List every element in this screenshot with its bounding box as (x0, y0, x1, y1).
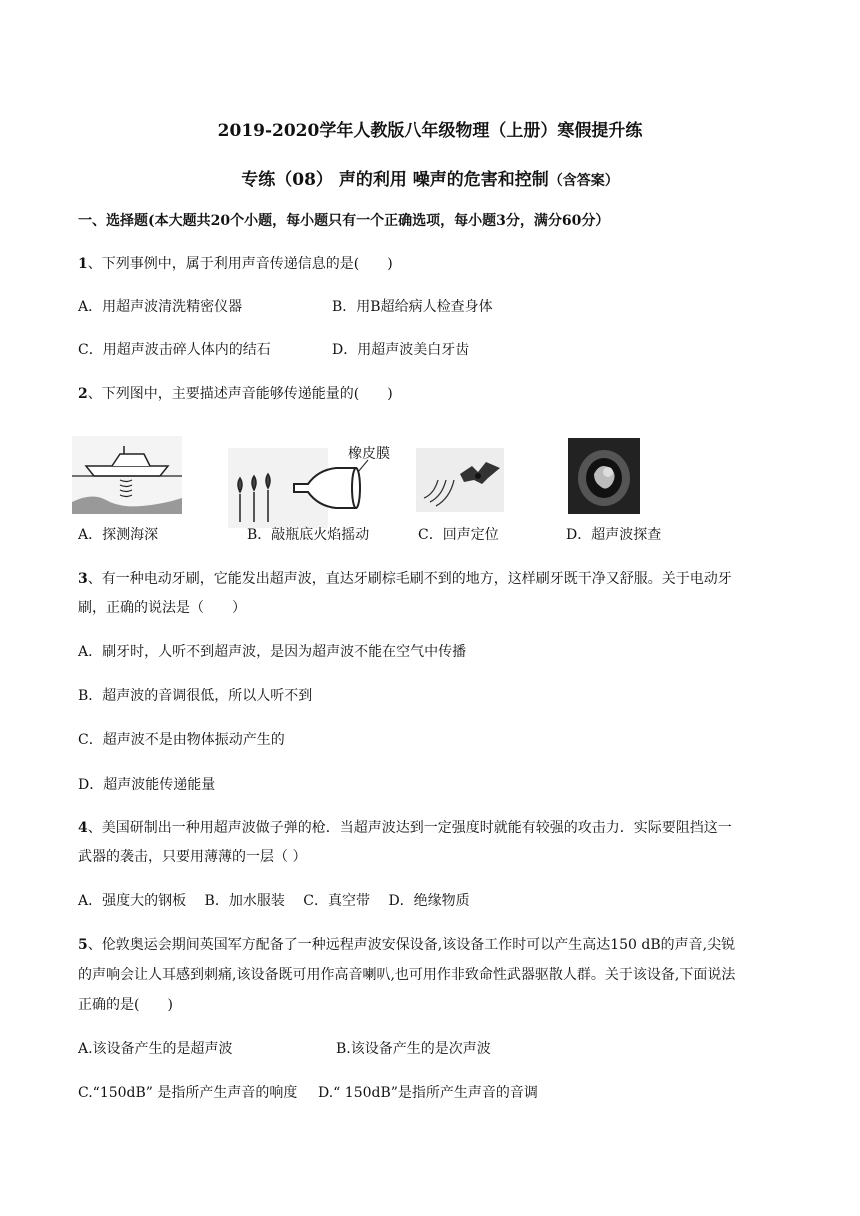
q5-option-b: B.该设备产生的是次声波 (336, 1041, 491, 1057)
question-1-text: 、下列事例中，属于利用声音传递信息的是( ) (87, 256, 393, 272)
question-1-number: 1 (78, 256, 88, 272)
figure-c-bat-echo (416, 448, 504, 512)
question-2-stem (78, 384, 393, 404)
q2-option-a: A．探测海深 (78, 527, 159, 543)
question-5-stem-line1 (78, 935, 735, 955)
q3-option-a: A．刷牙时，人听不到超声波，是因为超声波不能在空气中传播 (78, 644, 467, 660)
q3-option-d: D．超声波能传递能量 (78, 777, 216, 793)
q4-options: A．强度大的钢板 B．加水服装 C．真空带 D．绝缘物质 (78, 893, 470, 909)
question-2-number: 2 (78, 386, 88, 402)
question-3-text: 、有一种电动牙刷，它能发出超声波，直达牙刷棕毛刷不到的地方，这样刷牙既干净又舒服。关于电动牙 (87, 571, 732, 587)
q5-option-a: A.该设备产生的是超声波 (78, 1041, 233, 1057)
q1-option-a: A．用超声波清洗精密仪器 (78, 299, 243, 315)
q2-option-d: D．超声波探查 (566, 527, 662, 543)
subtitle-main: 专练（08） 声的利用 噪声的危害和控制 (241, 170, 549, 190)
question-2-text: 、下列图中，主要描述声音能够传递能量的( ) (87, 386, 393, 402)
figure-a-ship-sonar (72, 436, 182, 514)
question-5-stem-line3: 正确的是( ) (78, 997, 173, 1013)
q3-option-b: B．超声波的音调很低，所以人听不到 (78, 688, 313, 704)
q5-option-d: D.“ 150dB”是指所产生声音的音调 (318, 1085, 538, 1101)
q2-option-b: B．敲瓶底火焰摇动 (247, 527, 370, 543)
q3-option-c: C．超声波不是由物体振动产生的 (78, 732, 285, 748)
q1-option-b: B．用B超给病人检查身体 (332, 299, 493, 315)
q5-option-c: C.“150dB” 是指所产生声音的响度 (78, 1085, 298, 1101)
question-4-number: 4 (78, 820, 88, 836)
question-5-number: 5 (78, 937, 88, 953)
question-4-text: 、美国研制出一种用超声波做子弹的枪．当超声波达到一定强度时就能有较强的攻击力．实际要阻挡这一 (87, 820, 732, 836)
subtitle-suffix: （含答案） (548, 173, 619, 189)
question-3-stem-line2: 刷，正确的说法是（ ） (78, 600, 246, 616)
question-4-stem-line2: 武器的袭击，只要用薄薄的一层（ ） (78, 849, 307, 865)
section-heading: 一、选择题(本大题共20个小题，每小题只有一个正确选项，每小题3分，满分60分） (78, 213, 610, 229)
figure-b-bottle-candles (228, 442, 398, 528)
document-subtitle (0, 165, 860, 190)
question-1-stem (78, 254, 393, 274)
question-4-stem-line1 (78, 818, 732, 838)
figure-b-label: 橡皮膜 (348, 445, 390, 461)
question-5-text: 、伦敦奥运会期间英国军方配备了一种远程声波安保设备,该设备工作时可以产生高达150 dB的声音,尖锐 (87, 937, 736, 953)
q1-option-c: C．用超声波击碎人体内的结石 (78, 342, 271, 358)
q1-option-d: D．用超声波美白牙齿 (332, 342, 470, 358)
question-3-number: 3 (78, 571, 88, 587)
question-3-stem-line1 (78, 569, 732, 589)
q2-option-c: C．回声定位 (418, 527, 499, 543)
document-title: 2019-2020学年人教版八年级物理（上册）寒假提升练 (217, 121, 643, 141)
question-5-stem-line2: 的声响会让人耳感到刺痛,该设备既可用作高音喇叭,也可用作非致命性武器驱散人群。关于该设备,下面说法 (78, 967, 736, 983)
figure-d-ultrasound (568, 438, 640, 514)
